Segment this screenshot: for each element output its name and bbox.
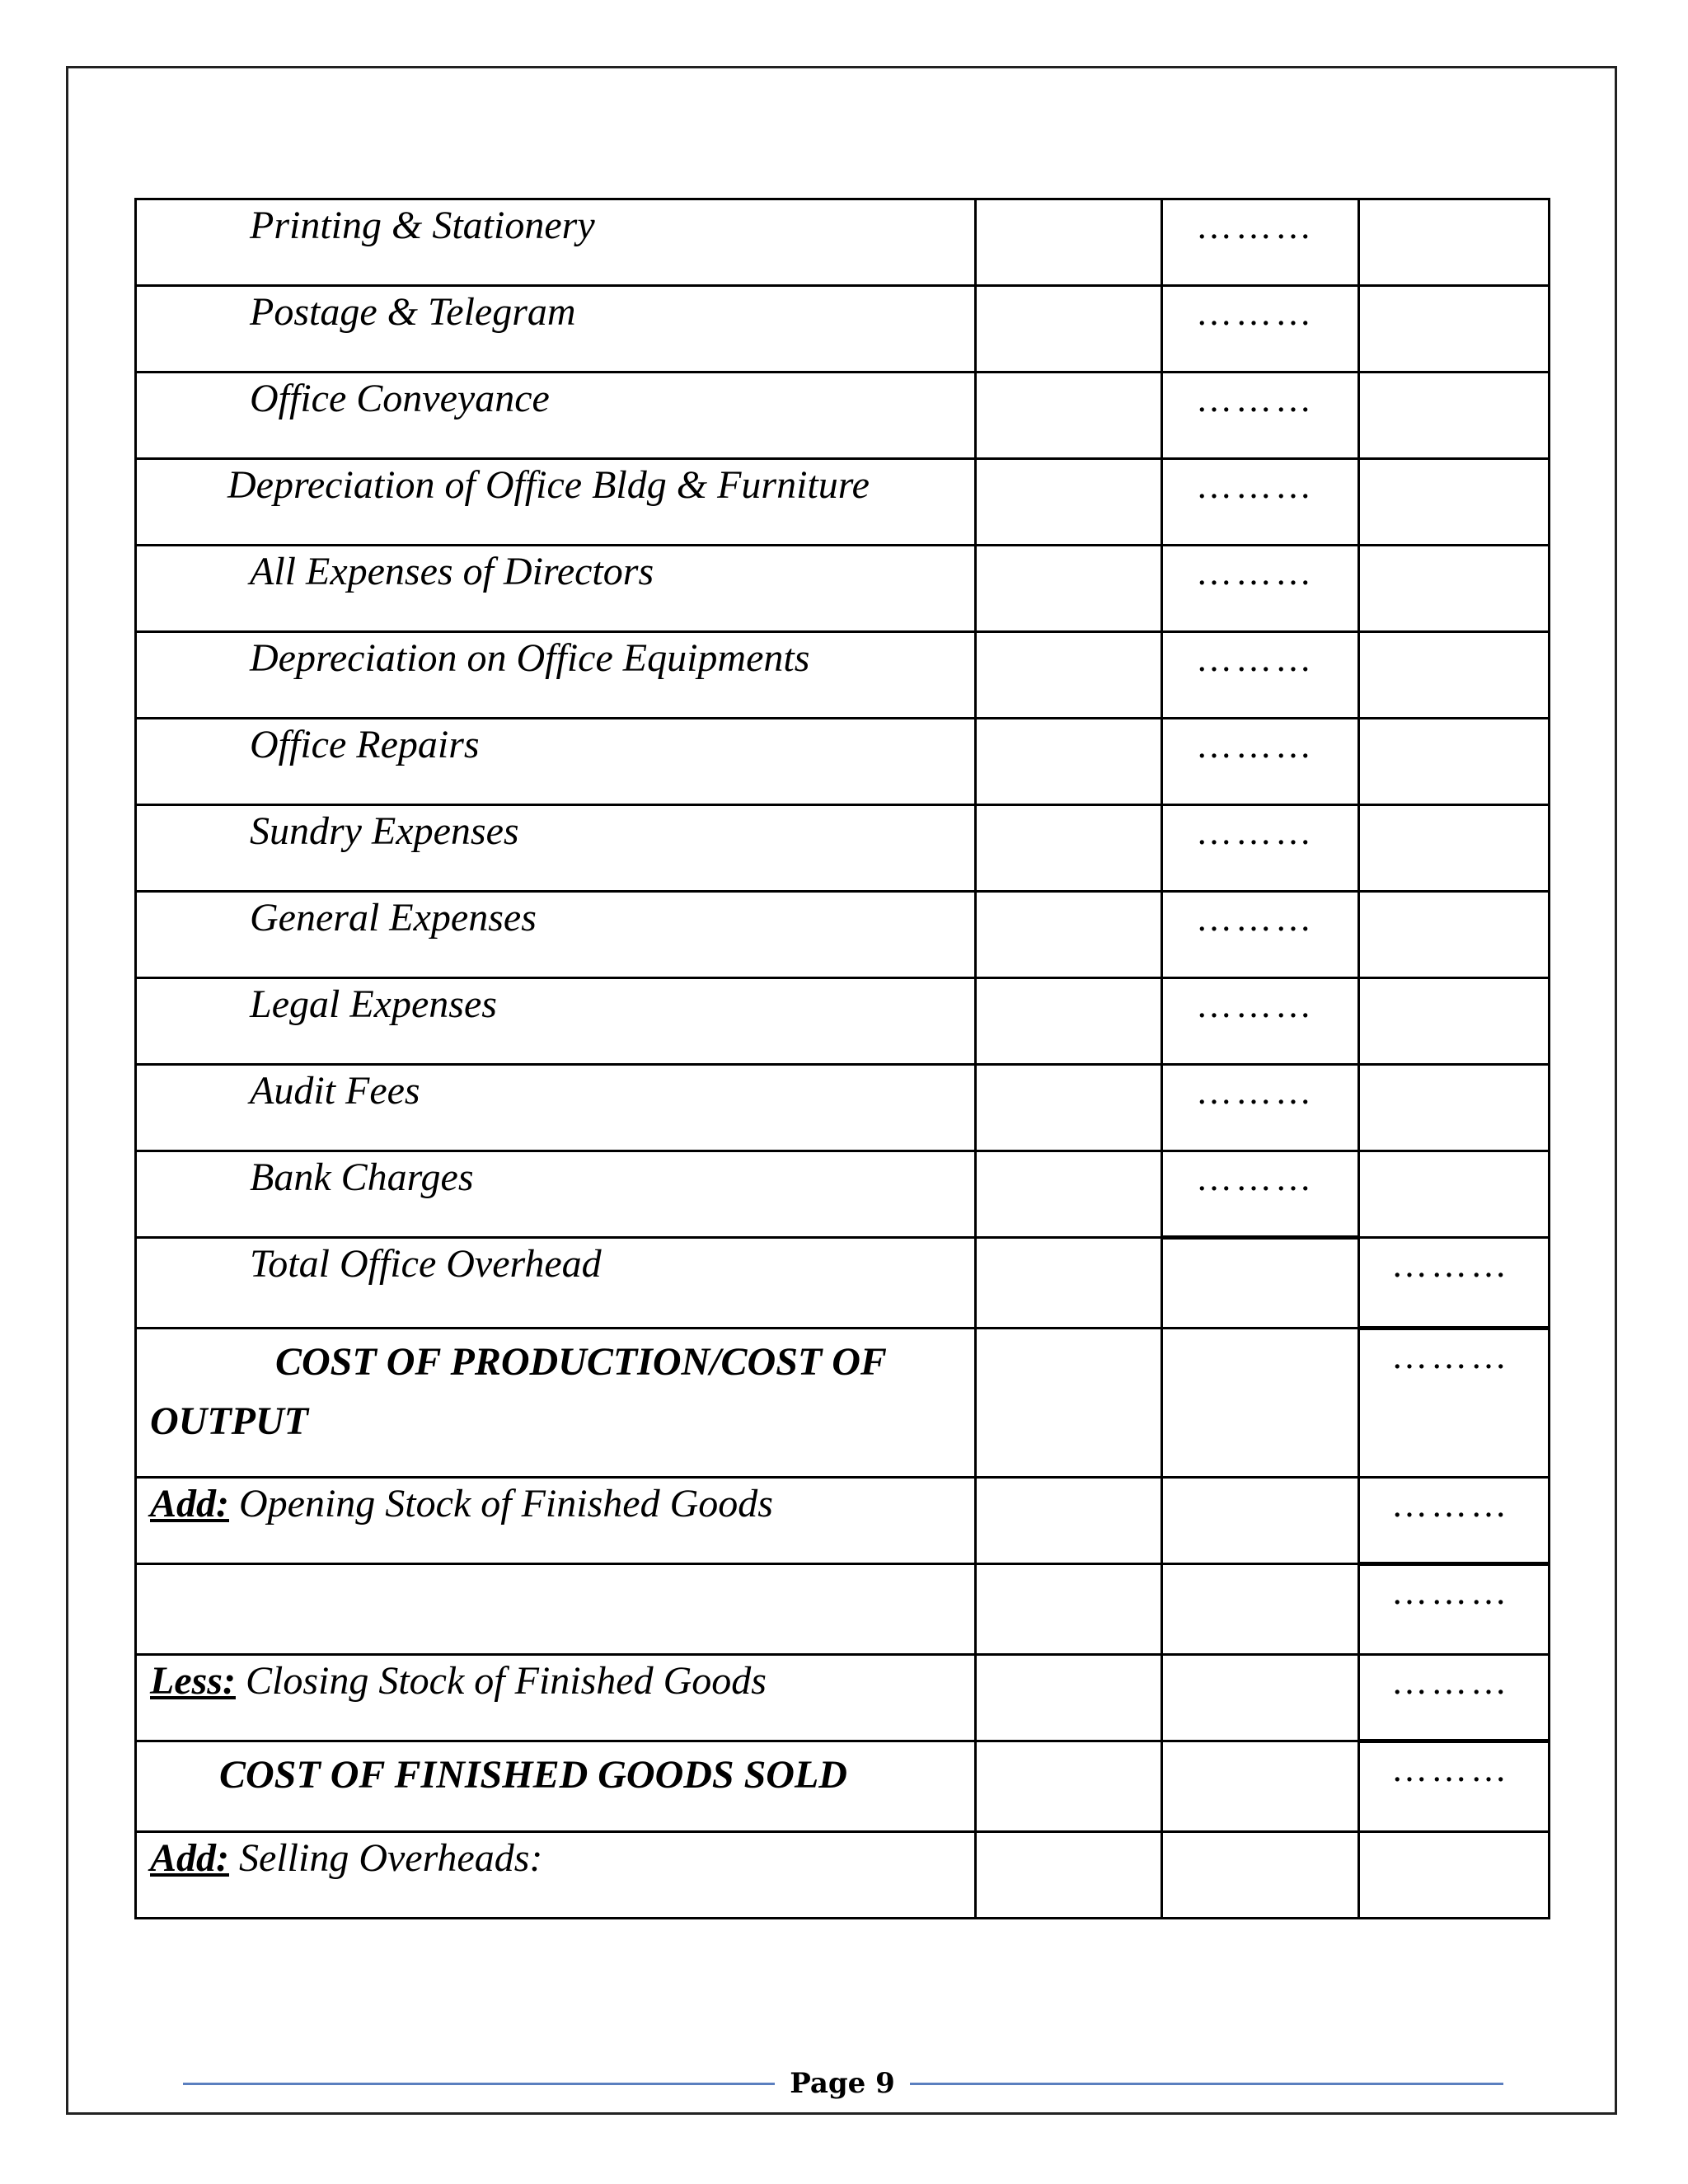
amount-cell: ………	[1162, 1151, 1359, 1238]
amount-cell: ………	[1162, 805, 1359, 892]
row-label: Legal Expenses	[136, 978, 976, 1065]
empty-cell	[1162, 1564, 1359, 1655]
amount-cell: ………	[1162, 719, 1359, 805]
empty-cell	[1359, 459, 1550, 546]
empty-cell	[976, 1741, 1162, 1832]
amount-cell: ………	[1359, 1564, 1550, 1655]
empty-cell	[1162, 1329, 1359, 1478]
less-prefix: Less:	[150, 1659, 236, 1703]
amount-cell: ………	[1359, 1238, 1550, 1329]
table-row	[136, 805, 1550, 892]
table-row	[136, 459, 1550, 546]
table-row	[136, 892, 1550, 978]
empty-cell	[1359, 978, 1550, 1065]
empty-cell	[976, 1151, 1162, 1238]
amount-cell: ………	[1359, 1741, 1550, 1832]
footer-rule-right	[910, 2083, 1503, 2085]
table-row	[136, 1741, 1550, 1832]
empty-cell	[1162, 1741, 1359, 1832]
row-label-text: Opening Stock of Finished Goods	[239, 1482, 773, 1526]
row-label: Printing & Stationery	[136, 199, 976, 286]
amount-cell: ………	[1359, 1329, 1550, 1478]
empty-cell	[976, 978, 1162, 1065]
empty-cell	[976, 459, 1162, 546]
empty-cell	[1359, 1151, 1550, 1238]
empty-cell	[1359, 719, 1550, 805]
amount-cell: ………	[1162, 286, 1359, 373]
amount-cell: ………	[1359, 1478, 1550, 1564]
table-row	[136, 719, 1550, 805]
add-prefix: Add:	[150, 1836, 229, 1880]
table-row	[136, 1151, 1550, 1238]
empty-cell	[976, 892, 1162, 978]
row-label	[136, 1832, 976, 1919]
empty-cell	[976, 286, 1162, 373]
table-row	[136, 373, 1550, 459]
table-row	[136, 1329, 1550, 1478]
empty-cell	[976, 805, 1162, 892]
amount-cell: ………	[1162, 892, 1359, 978]
row-label	[136, 1655, 976, 1741]
empty-cell	[976, 1655, 1162, 1741]
amount-cell: ………	[1162, 632, 1359, 719]
table-row	[136, 546, 1550, 632]
empty-cell	[976, 1065, 1162, 1151]
empty-cell	[976, 1238, 1162, 1329]
empty-cell	[976, 546, 1162, 632]
amount-cell: ………	[1162, 978, 1359, 1065]
row-label: Sundry Expenses	[136, 805, 976, 892]
amount-cell: ………	[1162, 1065, 1359, 1151]
empty-cell	[1162, 1478, 1359, 1564]
cost-sheet-table	[134, 198, 1550, 1919]
page-number: Page 9	[790, 2067, 895, 2100]
empty-cell	[976, 199, 1162, 286]
empty-cell	[976, 1478, 1162, 1564]
row-label: Bank Charges	[136, 1151, 976, 1238]
amount-cell: ………	[1162, 373, 1359, 459]
row-label: Postage & Telegram	[136, 286, 976, 373]
table-row	[136, 199, 1550, 286]
amount-cell: ………	[1359, 1655, 1550, 1741]
empty-cell	[976, 719, 1162, 805]
row-label: Audit Fees	[136, 1065, 976, 1151]
table-row	[136, 632, 1550, 719]
amount-cell: ………	[1162, 459, 1359, 546]
empty-cell	[1359, 546, 1550, 632]
table-row	[136, 1065, 1550, 1151]
empty-cell	[1359, 199, 1550, 286]
empty-cell	[1359, 892, 1550, 978]
row-label: Office Repairs	[136, 719, 976, 805]
heading-line: OUTPUT	[150, 1399, 308, 1443]
empty-cell	[1162, 1655, 1359, 1741]
table-row	[136, 1238, 1550, 1329]
table-row	[136, 286, 1550, 373]
empty-cell	[1359, 805, 1550, 892]
table-row	[136, 978, 1550, 1065]
row-label	[136, 1478, 976, 1564]
empty-cell	[1162, 1238, 1359, 1329]
empty-cell	[136, 1564, 976, 1655]
add-prefix: Add:	[150, 1482, 229, 1526]
row-label: General Expenses	[136, 892, 976, 978]
table-row	[136, 1478, 1550, 1564]
row-label: Depreciation of Office Bldg & Furniture	[136, 459, 976, 546]
table-row	[136, 1832, 1550, 1919]
row-label-text: Selling Overheads:	[239, 1836, 543, 1880]
table-row	[136, 1655, 1550, 1741]
row-label-text: Closing Stock of Finished Goods	[245, 1659, 767, 1703]
amount-cell: ………	[1162, 546, 1359, 632]
empty-cell	[1162, 1832, 1359, 1919]
cost-of-production-heading	[136, 1329, 976, 1478]
empty-cell	[976, 1329, 1162, 1478]
empty-cell	[976, 1832, 1162, 1919]
amount-cell: ………	[1162, 199, 1359, 286]
row-label: Depreciation on Office Equipments	[136, 632, 976, 719]
row-label: All Expenses of Directors	[136, 546, 976, 632]
footer-rule-left	[183, 2083, 775, 2085]
row-label: Office Conveyance	[136, 373, 976, 459]
empty-cell	[976, 632, 1162, 719]
table-row	[136, 1564, 1550, 1655]
cost-of-goods-sold-heading: COST OF FINISHED GOODS SOLD	[136, 1741, 976, 1832]
empty-cell	[1359, 1832, 1550, 1919]
row-label: Total Office Overhead	[136, 1238, 976, 1329]
heading-line: COST OF PRODUCTION/COST OF	[275, 1340, 887, 1384]
empty-cell	[1359, 1065, 1550, 1151]
empty-cell	[1359, 286, 1550, 373]
empty-cell	[1359, 632, 1550, 719]
empty-cell	[1359, 373, 1550, 459]
empty-cell	[976, 373, 1162, 459]
empty-cell	[976, 1564, 1162, 1655]
